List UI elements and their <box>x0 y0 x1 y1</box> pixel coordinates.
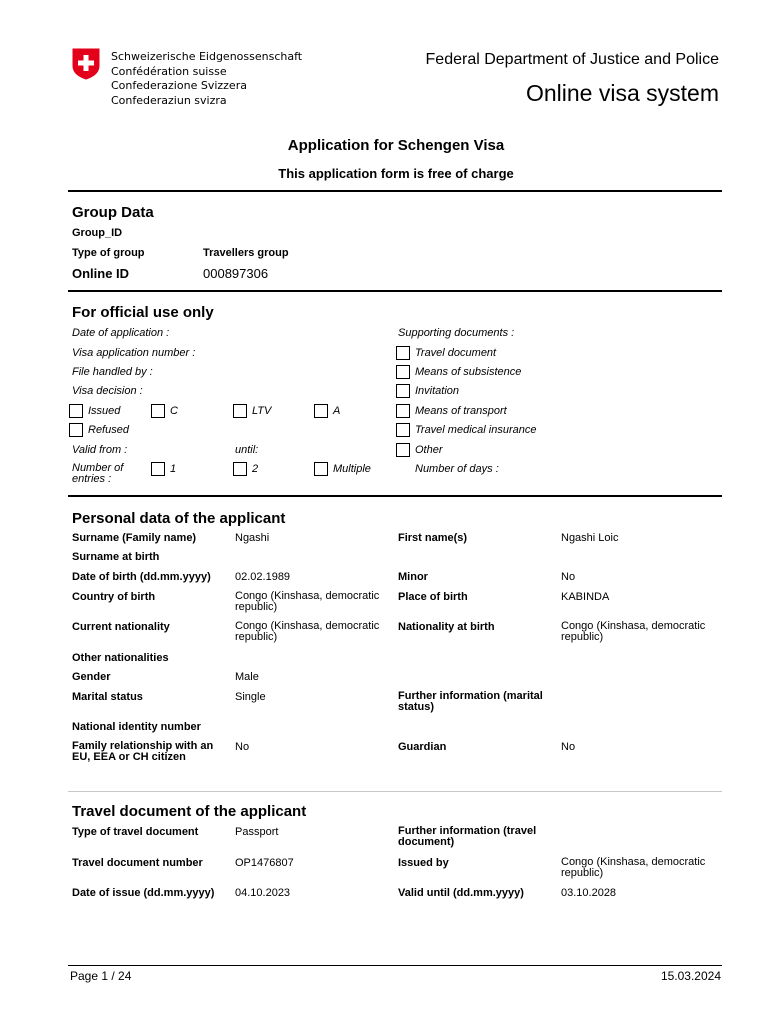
issued-checkbox[interactable] <box>69 404 83 418</box>
number-of-days-label: Number of days : <box>415 463 499 475</box>
family-relationship-value: No <box>235 741 250 753</box>
first-names-label: First name(s) <box>398 532 468 544</box>
divider <box>68 495 722 497</box>
minor-label: Minor <box>398 571 428 583</box>
country-of-birth-label: Country of birth <box>72 591 156 603</box>
official-use-heading: For official use only <box>72 304 214 321</box>
travel-medical-insurance-label: Travel medical insurance <box>415 424 537 436</box>
group-data-heading: Group Data <box>72 204 154 221</box>
surname-at-birth-label: Surname at birth <box>72 551 160 563</box>
issued-by-value: Congo (Kinshasa, democratic republic) <box>561 856 706 879</box>
marital-status-value: Single <box>235 691 266 703</box>
place-of-birth-label: Place of birth <box>398 591 468 603</box>
entries-multiple-checkbox[interactable] <box>314 462 328 476</box>
travel-document-label: Travel document <box>415 347 497 359</box>
means-of-subsistence-checkbox[interactable] <box>396 365 410 379</box>
brand-line-rm: Confederaziun svizra <box>111 93 227 107</box>
nationality-at-birth-label: Nationality at birth <box>398 621 495 633</box>
dob-value: 02.02.1989 <box>235 571 291 583</box>
dob-label: Date of birth (dd.mm.yyyy) <box>72 571 211 583</box>
supporting-documents-label: Supporting documents : <box>398 327 515 339</box>
travel-doc-type-value: Passport <box>235 826 279 838</box>
issued-label: Issued <box>88 405 121 417</box>
other-nationalities-label: Other nationalities <box>72 652 169 664</box>
entries-2-checkbox[interactable] <box>233 462 247 476</box>
date-of-issue-value: 04.10.2023 <box>235 887 291 899</box>
group-id-label: Group_ID <box>72 227 123 239</box>
form-subtitle: This application form is free of charge <box>278 166 514 181</box>
date-of-issue-label: Date of issue (dd.mm.yyyy) <box>72 887 215 899</box>
group-type-label: Type of group <box>72 247 145 259</box>
brand-line-it: Confederazione Svizzera <box>111 79 247 93</box>
country-of-birth-value: Congo (Kinshasa, democratic republic) <box>235 590 380 613</box>
other-label: Other <box>415 444 443 456</box>
gender-value: Male <box>235 671 259 683</box>
form-title: Application for Schengen Visa <box>287 137 505 154</box>
entries-1-label: 1 <box>170 463 177 475</box>
divider <box>68 791 722 792</box>
divider <box>68 190 722 192</box>
confederation-names <box>111 50 302 108</box>
online-id-label: Online ID <box>72 266 130 281</box>
footer-divider <box>68 965 722 966</box>
first-names-value: Ngashi Loic <box>561 532 619 544</box>
a-checkbox[interactable] <box>314 404 328 418</box>
department-title: Federal Department of Justice and Police <box>425 51 719 68</box>
entries-multiple-label: Multiple <box>333 463 371 475</box>
minor-value: No <box>561 571 576 583</box>
current-nationality-value: Congo (Kinshasa, democratic republic) <box>235 620 380 643</box>
personal-data-heading: Personal data of the applicant <box>72 510 286 527</box>
place-of-birth-value: KABINDA <box>561 591 610 603</box>
national-id-label: National identity number <box>72 721 201 733</box>
travel-doc-number-label: Travel document number <box>72 857 203 869</box>
family-relationship-label: Family relationship with an EU, EEA or CH citizen <box>72 740 214 763</box>
further-marital-label: Further information (marital status) <box>398 690 543 713</box>
means-of-transport-label: Means of transport <box>415 405 507 417</box>
surname-label: Surname (Family name) <box>72 532 197 544</box>
print-date: 15.03.2024 <box>660 969 721 983</box>
other-checkbox[interactable] <box>396 443 410 457</box>
refused-label: Refused <box>88 424 129 436</box>
travel-medical-insurance-checkbox[interactable] <box>396 423 410 437</box>
brand-line-de: Schweizerische Eidgenossenschaft <box>111 50 303 63</box>
means-of-transport-checkbox[interactable] <box>396 404 410 418</box>
travel-document-heading: Travel document of the applicant <box>72 803 307 820</box>
valid-from-label: Valid from : <box>72 444 128 456</box>
c-checkbox[interactable] <box>151 404 165 418</box>
surname-value: Ngashi <box>235 532 270 544</box>
group-type-value: Travellers group <box>203 247 289 259</box>
swiss-cross-icon <box>72 48 100 80</box>
file-handled-by-label: File handled by : <box>72 366 153 378</box>
current-nationality-label: Current nationality <box>72 621 170 633</box>
until-label: until: <box>235 444 259 456</box>
travel-doc-number-value: OP1476807 <box>235 857 294 869</box>
means-of-subsistence-label: Means of subsistence <box>415 366 522 378</box>
number-of-entries-label: Number of entries : <box>72 462 124 485</box>
visa-decision-label: Visa decision : <box>72 385 143 397</box>
system-title: Online visa system <box>525 80 719 106</box>
issued-by-label: Issued by <box>398 857 449 869</box>
ltv-checkbox[interactable] <box>233 404 247 418</box>
a-label: A <box>333 405 341 417</box>
valid-until-label: Valid until (dd.mm.yyyy) <box>398 887 524 899</box>
marital-status-label: Marital status <box>72 691 143 703</box>
brand-line-fr: Confédération suisse <box>111 64 227 78</box>
ltv-label: LTV <box>252 405 272 417</box>
travel-doc-type-label: Type of travel document <box>72 826 199 838</box>
invitation-label: Invitation <box>415 385 460 397</box>
entries-2-label: 2 <box>252 463 259 475</box>
refused-checkbox[interactable] <box>69 423 83 437</box>
nationality-at-birth-value: Congo (Kinshasa, democratic republic) <box>561 620 706 643</box>
invitation-checkbox[interactable] <box>396 384 410 398</box>
guardian-value: No <box>561 741 576 753</box>
travel-document-checkbox[interactable] <box>396 346 410 360</box>
online-id-value: 000897306 <box>203 266 269 281</box>
divider <box>68 290 722 292</box>
visa-application-number-label: Visa application number : <box>72 347 196 359</box>
page-number: Page 1 / 24 <box>70 969 132 983</box>
c-label: C <box>170 405 178 417</box>
gender-label: Gender <box>72 671 111 683</box>
valid-until-value: 03.10.2028 <box>561 887 617 899</box>
date-of-application-label: Date of application : <box>72 327 170 339</box>
entries-1-checkbox[interactable] <box>151 462 165 476</box>
travel-doc-further-label: Further information (travel document) <box>398 825 537 848</box>
guardian-label: Guardian <box>398 741 447 753</box>
